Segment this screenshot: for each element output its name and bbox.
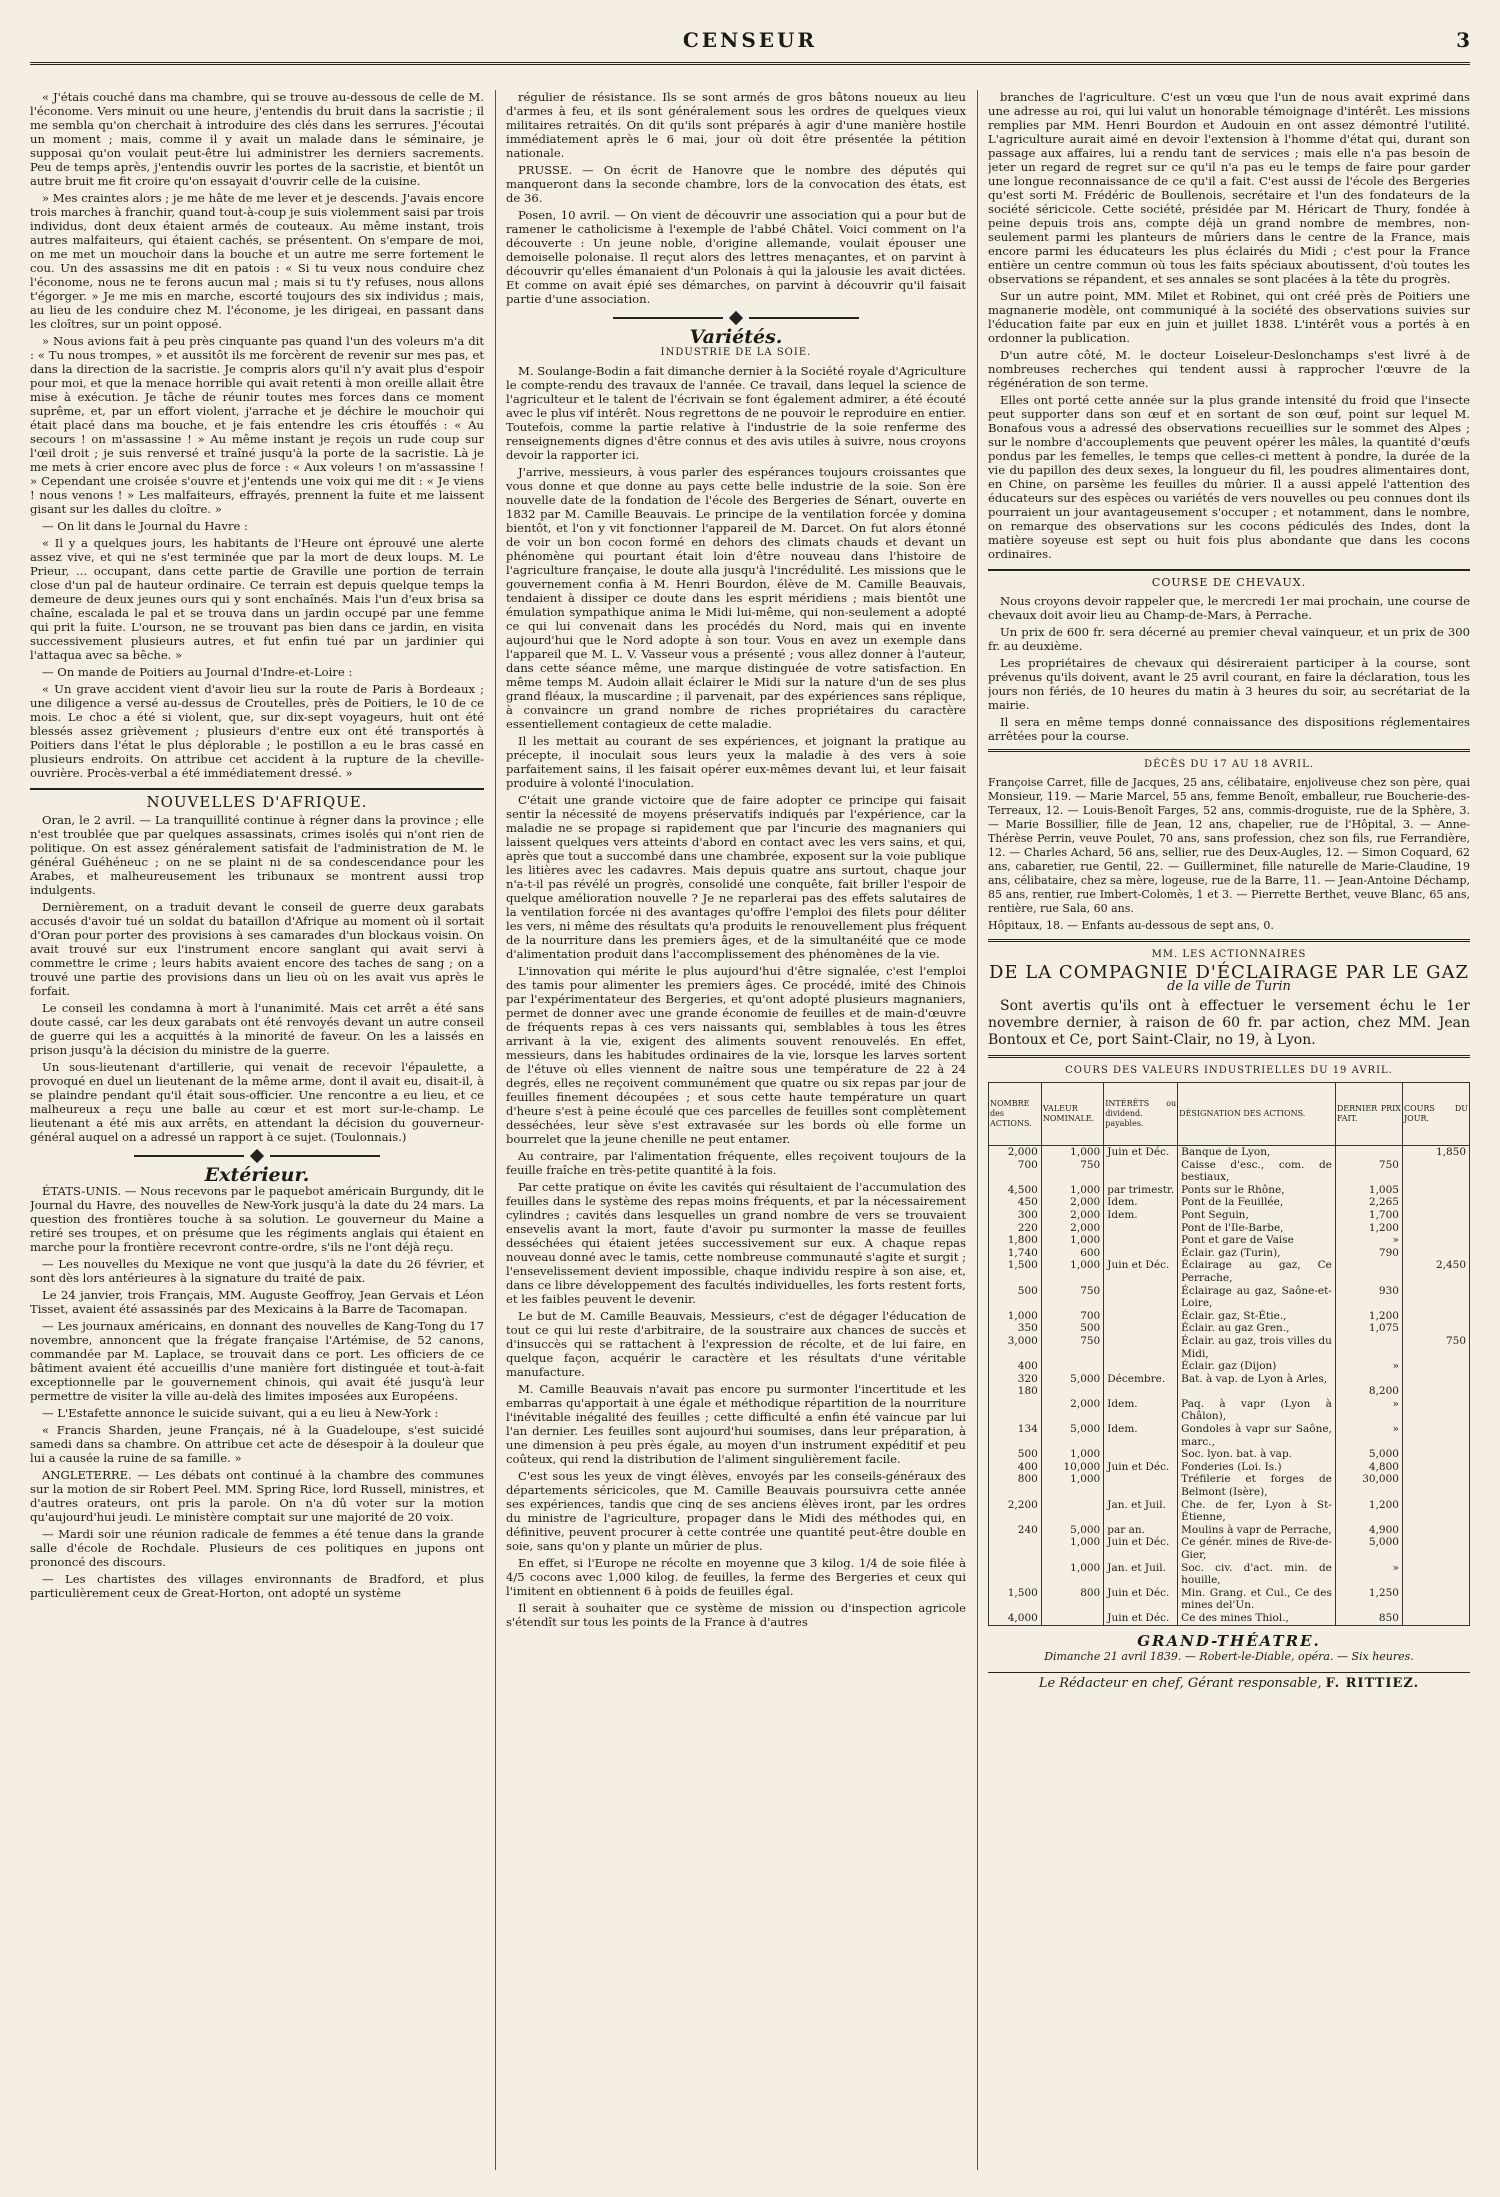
table-cell bbox=[1104, 1322, 1178, 1335]
newspaper-title: CENSEUR bbox=[682, 28, 818, 52]
table-cell: 4,900 bbox=[1335, 1524, 1402, 1537]
table-cell: 750 bbox=[1402, 1335, 1469, 1360]
article-paragraph: branches de l'agriculture. C'est un vœu que l'un de nous avait exprimé dans une adresse au roi, qui lui valut un honorable témoignage d'intérêt. Les missions remplies par MM. Henri Bourdon et Audouin en ont assez démontré l'utilité. L'agriculture aurait aimé en devoir l'extension à l'homme d'état qui, durant son passage aux affaires, lui a rendu tant de services ; mais elle n'a pas besoin de jeter un regard de regret sur ce qu'il n'a pas eu le temps de faire pour garder une longue reconnaissance de ce qu'il a fait. C'est aussi de l'école des Bergeries qu'est sorti M. Frédéric de Boullenois, secrétaire et l'un des fondateurs de la société séricicole. Cette société, présidée par M. Héricart de Thury, fondée à peine depuis trois ans, compte déjà un grand nombre de membres, non-seulement parmi les planteurs de mûriers dans le centre de la France, mais encore parmi les éducateurs les plus éclairés du Midi ; c'est pour la France entière un centre commun où tous les faits spéciaux aboutissent, d'où toutes les observations se répandent, et ses annales se sont placées à la tête du progrès. bbox=[988, 90, 1470, 286]
table-cell: Banque de Lyon, bbox=[1178, 1146, 1336, 1159]
table-cell: par trimestr. bbox=[1104, 1184, 1178, 1197]
article-paragraph: « Francis Sharden, jeune Français, né à la Guadeloupe, s'est suicidé samedi dans sa chambre. On attribue cet acte de désespoir à la douleur que lui a causée la ruine de sa famille. » bbox=[30, 1423, 484, 1465]
table-cell: Idem. bbox=[1104, 1423, 1178, 1448]
column-header: INTÉRÊTS ou dividend. payables. bbox=[1104, 1083, 1178, 1146]
table-row bbox=[989, 1423, 1470, 1448]
gaz-subtitle: de la ville de Turin bbox=[1167, 979, 1291, 994]
article-paragraph: Le 24 janvier, trois Français, MM. Auguste Geoffroy, Jean Gervais et Léon Tisset, avaient été assassinés par des Mexicains à la Barre de Tacomapan. bbox=[30, 1288, 484, 1316]
table-cell: Soc. lyon. bat. à vap. bbox=[1178, 1448, 1336, 1461]
table-cell: 8,200 bbox=[1335, 1385, 1402, 1398]
table-cell bbox=[1402, 1461, 1469, 1474]
table-cell: 1,200 bbox=[1335, 1499, 1402, 1524]
article-paragraph: Le conseil les condamna à mort à l'unanimité. Mais cet arrêt a été sans doute cassé, car les deux garabats ont été renvoyés devant un autre conseil de guerre qui les a acquittés à la minorité de faveur. On les a laissés en prison jusqu'à la décision du ministre de la guerre. bbox=[30, 1001, 484, 1057]
table-cell bbox=[1178, 1385, 1336, 1398]
table-cell: Ce génér. mines de Rive-de-Gier, bbox=[1178, 1536, 1336, 1561]
article-paragraph: M. Camille Beauvais n'avait pas encore pu surmonter l'incertitude et les embarras qu'apportait à une égale et méthodique répartition de la nourriture l'inévitable inégalité des feuilles ; cette difficulté a enfin été vaincue par lui l'an dernier. Les feuilles sont aujourd'hui soumises, dans leur préparation, à une dimension à peu près égale, au moyen d'un instrument expéditif et peu coûteux, qui rend la distribution de l'aliment singulièrement facile. bbox=[506, 1382, 966, 1466]
table-cell bbox=[1104, 1335, 1178, 1360]
article-paragraph: — Les journaux américains, en donnant des nouvelles de Kang-Tong du 17 novembre, annoncent que la frégate française l'Artémise, de 52 canons, commandée par M. Laplace, se trouvait dans ce port. Les officiers de ce bâtiment avaient été accueillis d'une manière fort distinguée et tout-à-fait exceptionnelle par le gouvernement chinois, qui avait été jusqu'à leur permettre de visiter la ville au-delà des limites imposées aux Européens. bbox=[30, 1319, 484, 1403]
table-cell: 134 bbox=[989, 1423, 1042, 1448]
article-paragraph: PRUSSE. — On écrit de Hanovre que le nombre des députés qui manqueront dans la seconde chambre, lors de la convocation des états, est de 36. bbox=[506, 163, 966, 205]
table-row bbox=[989, 1322, 1470, 1335]
table-cell: Éclairage au gaz, Saône-et-Loire, bbox=[1178, 1285, 1336, 1310]
article-paragraph: — Les chartistes des villages environnants de Bradford, et plus particulièrement ceux de Great-Horton, ont adopté un système bbox=[30, 1572, 484, 1600]
table-cell bbox=[1402, 1536, 1469, 1561]
table-cell: 700 bbox=[1041, 1310, 1103, 1323]
table-row bbox=[989, 1196, 1470, 1209]
table-cell bbox=[1402, 1184, 1469, 1197]
table-cell: 800 bbox=[1041, 1587, 1103, 1612]
article-paragraph: Par cette pratique on évite les cavités qui résultaient de l'accumulation des feuilles dans le système des repas moins fréquents, et par la nécessairement cylindres ; cavités dans lesquelles un grand nombre de vers se trouvaient ensevelis avant la mort, faute d'avoir pu surmonter la masse de feuilles desséchées qui étaient jetées successivement sur eux. A chaque repas nouveau donné avec le tamis, cette nombreuse communauté s'agite et surgit ; l'ensevelissement devient impossible, chaque individu respire à son aise, et, dans ce libre développement des facultés individuelles, les forts restent forts, et les faibles peuvent le devenir. bbox=[506, 1180, 966, 1306]
table-row bbox=[989, 1373, 1470, 1386]
table-cell: 300 bbox=[989, 1209, 1042, 1222]
article-paragraph: ANGLETERRE. — Les débats ont continué à la chambre des communes sur la motion de sir Robert Peel. MM. Spring Rice, lord Russell, ministres, et d'autres orateurs, ont pris la parole. On n'a dû voter sur la motion qu'aujourd'hui jeudi. Le ministère comptait sur une majorité de 20 voix. bbox=[30, 1468, 484, 1524]
table-cell bbox=[989, 1536, 1042, 1561]
table-cell bbox=[1402, 1499, 1469, 1524]
table-cell: Éclairage au gaz, Ce Perrache, bbox=[1178, 1259, 1336, 1284]
table-row bbox=[989, 1473, 1470, 1498]
column-header: VALEUR NOMINALE. bbox=[1041, 1083, 1103, 1146]
table-cell bbox=[1104, 1159, 1178, 1184]
article-paragraph: « J'étais couché dans ma chambre, qui se trouve au-dessous de celle de M. l'économe. Vers minuit ou une heure, j'entendis du bruit dans la sacristie ; il me sembla qu'on cherchait à introduire des clés dans les serrures. J'écoutai un moment ; mais, comme il y avait un malade dans le séminaire, je supposai qu'on voulait peut-être lui administrer les derniers sacrements. Peu de temps après, j'entendis ouvrir les portes de la sacristie, et bientôt un autre bruit me fit croire qu'on essayait d'ouvrir celle de la cuisine. bbox=[30, 90, 484, 188]
article-paragraph: C'était une grande victoire que de faire adopter ce principe qui faisait sentir la nécessité de moyens préservatifs indiqués par l'expérience, car la maladie ne se propage si rapidement que par l'incurie des magnaniers qui laissent quelques vers atteints d'abord en contact avec les vers sains, et qui, après que tout a succombé dans une chambrée, exposent sur la voie publique les litières avec les cadavres. Mais depuis quatre ans surtout, chaque jour n'a-t-il pas révélé un progrès, consolidé une conquête, fait briller l'espoir de quelque amélioration nouvelle ? Je ne reparlerai pas des effets salutaires de la ventilation forcée ni des avantages qu'offre l'emploi des filets pour déliter les vers, ni même des résultats qu'a produits le renouvellement plus fréquent de la nourriture dans les premiers âges, et de la simultanéité que ce mode d'alimentation produit dans l'accomplissement des phénomènes de la vie. bbox=[506, 793, 966, 961]
article-paragraph: — On lit dans le Journal du Havre : bbox=[42, 519, 248, 533]
table-cell bbox=[1335, 1373, 1402, 1386]
table-cell: 5,000 bbox=[1041, 1423, 1103, 1448]
table-cell bbox=[1041, 1360, 1103, 1373]
table-cell: 790 bbox=[1335, 1247, 1402, 1260]
article-paragraph: C'est sous les yeux de vingt élèves, envoyés par les conseils-généraux des départements séricicoles, que M. Camille Beauvais poursuivra cette année ses expériences, tandis que cinq de ses anciens élèves iront, par les ordres du ministre de l'agriculture, propager dans le Midi des méthodes qui, en définitive, peuvent procurer à cette contrée une quantité peut-être double en soie, sans qu'on y plante un mûrier de plus. bbox=[506, 1469, 966, 1553]
section-heading-deces: DÉCÈS DU 17 AU 18 AVRIL. bbox=[1144, 759, 1314, 770]
table-cell bbox=[1104, 1247, 1178, 1260]
table-cell bbox=[1104, 1222, 1178, 1235]
table-cell: Min. Grang. et Cul., Ce des mines del'Un. bbox=[1178, 1587, 1336, 1612]
table-row bbox=[989, 1310, 1470, 1323]
cours-table bbox=[988, 1082, 1470, 1626]
table-cell: 2,000 bbox=[1041, 1209, 1103, 1222]
table-cell: 1,500 bbox=[989, 1587, 1042, 1612]
table-cell: 1,005 bbox=[1335, 1184, 1402, 1197]
table-cell bbox=[1104, 1385, 1178, 1398]
section-heading-afrique: NOUVELLES D'AFRIQUE. bbox=[30, 788, 484, 809]
table-cell: Idem. bbox=[1104, 1209, 1178, 1222]
table-cell bbox=[989, 1398, 1042, 1423]
table-cell: Bat. à vap. de Lyon à Arles, bbox=[1178, 1373, 1336, 1386]
table-cell: Juin et Déc. bbox=[1104, 1259, 1178, 1284]
table-cell: Pont de l'Ile-Barbe, bbox=[1178, 1222, 1336, 1235]
article-paragraph: En effet, si l'Europe ne récolte en moyenne que 3 kilog. 1/4 de soie filée à 4/5 cocons avec 1,000 kilog. de feuilles, la ferme des Bergeries et ceux qui l'imitent en obtiennent 6 à poids de feuilles égal. bbox=[506, 1556, 966, 1598]
hopitaux-line: Hôpitaux, 18. — Enfants au-dessous de sept ans, 0. bbox=[988, 919, 1274, 932]
table-cell bbox=[1402, 1562, 1469, 1587]
table-cell: 1,000 bbox=[989, 1310, 1042, 1323]
article-paragraph: Les propriétaires de chevaux qui désireraient participer à la course, sont prévenus qu'ils doivent, avant le 25 avril courant, en faire la déclaration, tous les jours non fériés, de 10 heures du matin à 3 heures du soir, au secrétariat de la mairie. bbox=[988, 656, 1470, 712]
article-paragraph: Posen, 10 avril. — On vient de découvrir une association qui a pour but de ramener le catholicisme à l'exemple de l'abbé Châtel. Voici comment on l'a découverte : Un jeune noble, d'origine allemande, voulait épouser une demoiselle polonaise. Il reçut alors des lettres menaçantes, et on parvint à découvrir qu'elles émanaient d'un Polonais à qui la jalousie les avait dictées. Et comme on avait épié ses démarches, on parvint à découvrir qu'il faisait partie d'une association. bbox=[506, 208, 966, 306]
table-cell bbox=[1041, 1612, 1103, 1625]
table-cell: 180 bbox=[989, 1385, 1042, 1398]
section-heading-exterieur: Extérieur. bbox=[204, 1164, 310, 1186]
table-cell bbox=[1402, 1234, 1469, 1247]
theatre-heading: GRAND-THÉATRE. bbox=[1137, 1631, 1321, 1650]
ornament-divider bbox=[30, 1148, 484, 1160]
table-cell: 5,000 bbox=[1041, 1524, 1103, 1537]
table-cell: 30,000 bbox=[1335, 1473, 1402, 1498]
cours-table-header bbox=[989, 1083, 1470, 1146]
table-cell: 1,200 bbox=[1335, 1310, 1402, 1323]
table-cell bbox=[1402, 1159, 1469, 1184]
table-cell: 500 bbox=[989, 1448, 1042, 1461]
table-cell: 850 bbox=[1335, 1612, 1402, 1625]
gaz-kicker: MM. LES ACTIONNAIRES bbox=[1151, 949, 1307, 960]
article-paragraph: Il les mettait au courant de ses expériences, et joignant la pratique au précepte, il inoculait sous leurs yeux la maladie à des vers à soie parfaitement sains, il les faisait opérer eux-mêmes devant lui, et leur faisait produire à volonté l'inoculation. bbox=[506, 734, 966, 790]
table-cell: Juin et Déc. bbox=[1104, 1146, 1178, 1159]
table-cell: 1,000 bbox=[1041, 1184, 1103, 1197]
table-row bbox=[989, 1146, 1470, 1159]
table-cell: Pont et gare de Vaise bbox=[1178, 1234, 1336, 1247]
table-cell: 1,000 bbox=[1041, 1536, 1103, 1561]
table-row bbox=[989, 1398, 1470, 1423]
theatre-listing: Dimanche 21 avril 1839. — Robert-le-Diable, opéra. — Six heures. bbox=[1044, 1649, 1414, 1663]
column-2 bbox=[506, 90, 966, 2170]
gaz-notice: Sont avertis qu'ils ont à effectuer le versement échu le 1er novembre dernier, à raison de 60 fr. par action, chez MM. Jean Bontoux et Ce, port Saint-Clair, no 19, à Lyon. bbox=[988, 998, 1470, 1048]
table-row bbox=[989, 1587, 1470, 1612]
table-cell bbox=[1104, 1310, 1178, 1323]
column-header: COURS DU JOUR. bbox=[1402, 1083, 1469, 1146]
table-row bbox=[989, 1209, 1470, 1222]
table-row bbox=[989, 1499, 1470, 1524]
double-rule bbox=[988, 1055, 1470, 1058]
table-cell: 1,740 bbox=[989, 1247, 1042, 1260]
article-paragraph: Un sous-lieutenant d'artillerie, qui venait de recevoir l'épaulette, a provoqué en duel un lieutenant de la même arme, dont il avait eu, disait-il, à se plaindre pendant qu'il était sous-officier. Une rencontre a eu lieu, et ce malheureux a reçu une balle au cœur et est mort sur-le-champ. Le lieutenant a été mis aux arrêts, en attendant la décision du gouverneur-général auquel on a adressé un rapport à ce sujet. (Toulonnais.) bbox=[30, 1060, 484, 1144]
table-cell: 500 bbox=[1041, 1322, 1103, 1335]
table-cell: 1,000 bbox=[1041, 1259, 1103, 1284]
table-cell: 1,800 bbox=[989, 1234, 1042, 1247]
table-row bbox=[989, 1360, 1470, 1373]
table-cell: 750 bbox=[1041, 1159, 1103, 1184]
column-header: DÉSIGNATION DES ACTIONS. bbox=[1178, 1083, 1336, 1146]
table-cell: 2,000 bbox=[1041, 1196, 1103, 1209]
article-paragraph: » Nous avions fait à peu près cinquante pas quand l'un des voleurs m'a dit : « Tu nous trompes, » et aussitôt ils me forcèrent de revenir sur mes pas, et dans la direction de la sacristie. Je compris alors qu'il n'y avait plus d'espoir pour moi, et que la menace horrible qui avait retenti à mon oreille allait être mise à exécution. Je tâche de réunir toutes mes forces dans ce moment suprême, et, par un effort violent, j'arrache et je déchire le mouchoir qui était placé dans ma bouche, et je fais entendre les cris étouffés : « Au secours ! on m'assassine ! » Au même instant je reçois un rude coup sur l'œil droit ; je suis renversé et traîné jusqu'à la porte de la sacristie. Là je me mets à crier encore avec plus de force : « Aux voleurs ! on m'assassine ! » Cependant une croisée s'ouvre et j'entends une voix qui me dit : « Je viens ! nous venons ! » Les malfaiteurs, effrayés, prennent la fuite et me laissent gisant sur les dalles du cloître. » bbox=[30, 334, 484, 516]
table-cell: 800 bbox=[989, 1473, 1042, 1498]
table-cell: 4,500 bbox=[989, 1184, 1042, 1197]
table-cell: 2,000 bbox=[1041, 1398, 1103, 1423]
article-paragraph: — L'Estafette annonce le suicide suivant, qui a eu lieu à New-York : bbox=[42, 1406, 439, 1420]
table-cell: 220 bbox=[989, 1222, 1042, 1235]
table-cell: » bbox=[1335, 1562, 1402, 1587]
table-cell: » bbox=[1335, 1234, 1402, 1247]
table-cell: Ponts sur le Rhône, bbox=[1178, 1184, 1336, 1197]
article-paragraph: Dernièrement, on a traduit devant le conseil de guerre deux garabats accusés d'avoir tué un soldat du bataillon d'Afrique au moment où il sortait d'Oran pour porter des provisions à ses camarades d'un blockaus voisin. On avait trouvé sur eux l'instrument encore sanglant qui avait servi à commettre le crime ; leurs habits avaient encore des taches de sang ; on a trouvé une partie des provisions dans un lieu où on les avait vus après le forfait. bbox=[30, 900, 484, 998]
table-cell: 930 bbox=[1335, 1285, 1402, 1310]
table-cell: Gondoles à vapr sur Saône, marc., bbox=[1178, 1423, 1336, 1448]
table-row bbox=[989, 1448, 1470, 1461]
table-row bbox=[989, 1234, 1470, 1247]
table-row bbox=[989, 1159, 1470, 1184]
table-cell: 400 bbox=[989, 1461, 1042, 1474]
article-paragraph: ÉTATS-UNIS. — Nous recevons par le paquebot américain Burgundy, dit le Journal du Havre, des nouvelles de New-York jusqu'à la date du 24 mars. La question des frontières touche à sa solution. Le gouverneur du Maine a retiré ses troupes, et on présume que les régiments anglais qui étaient en marche pour la frontière recevront contre-ordre, s'ils ne l'ont déjà reçu. bbox=[30, 1184, 484, 1254]
table-cell: Fonderies (Loi. Is.) bbox=[1178, 1461, 1336, 1474]
table-cell: Éclair. au gaz, trois villes du Midi, bbox=[1178, 1335, 1336, 1360]
article-paragraph: — Les nouvelles du Mexique ne vont que jusqu'à la date du 26 février, et sont dès lors antérieures à la signature du traité de paix. bbox=[30, 1257, 484, 1285]
table-cell: 750 bbox=[1335, 1159, 1402, 1184]
table-cell: Éclair. gaz, St-Étie., bbox=[1178, 1310, 1336, 1323]
signature-name: F. RITTIEZ. bbox=[1325, 1675, 1420, 1691]
table-row bbox=[989, 1612, 1470, 1625]
article-paragraph: régulier de résistance. Ils se sont armés de gros bâtons noueux au lieu d'armes à feu, et ils sont généralement sous les ordres de quelques vieux militaires retraités. On dit qu'ils sont préparés à agir d'une manière hostile immédiatement après le 6 mai, jour où doit être présentée la pétition nationale. bbox=[506, 90, 966, 160]
article-paragraph: Il serait à souhaiter que ce système de mission ou d'inspection agricole s'étendît sur tous les points de la France à d'autres bbox=[506, 1601, 966, 1629]
table-cell: Juin et Déc. bbox=[1104, 1461, 1178, 1474]
table-cell: Pont Seguin, bbox=[1178, 1209, 1336, 1222]
table-row bbox=[989, 1461, 1470, 1474]
table-cell: 500 bbox=[989, 1285, 1042, 1310]
table-cell: Tréfilerie et forges de Belmont (Isère), bbox=[1178, 1473, 1336, 1498]
table-cell: 350 bbox=[989, 1322, 1042, 1335]
table-cell: 4,800 bbox=[1335, 1461, 1402, 1474]
table-cell bbox=[1402, 1448, 1469, 1461]
table-cell: 700 bbox=[989, 1159, 1042, 1184]
double-rule bbox=[988, 939, 1470, 942]
table-cell bbox=[1104, 1473, 1178, 1498]
section-heading-course: COURSE DE CHEVAUX. bbox=[988, 569, 1470, 590]
table-cell bbox=[1104, 1360, 1178, 1373]
article-paragraph: Elles ont porté cette année sur la plus grande intensité du froid que l'insecte peut supporter dans son œuf et en sortant de son œuf, point sur lequel M. Bonafous vous a adressé des observations recueillies sur le sommet des Alpes ; sur le nombre d'accouplements que peuvent opérer les mâles, la quantité d'œufs pondus par les femelles, le temps que celles-ci mettent à pondre, la durée de la vie du papillon des deux sexes, la longueur du fil, les poudres alimentaires dont, en Chine, on parsème les feuilles du mûrier. Il a aussi appelé l'attention des éducateurs sur des espèces ou variétés de vers nouvelles ou peu connues dont ils pourraient un jour avantageusement s'occuper ; et notamment, dans le nombre, on remarque des observations sur les cocons pédiculés des Indes, dont la matière soyeuse est sept ou huit fois plus abondante que dans les cocons ordinaires. bbox=[988, 393, 1470, 561]
table-cell: 10,000 bbox=[1041, 1461, 1103, 1474]
table-cell bbox=[1402, 1310, 1469, 1323]
article-paragraph: L'innovation qui mérite le plus aujourd'hui d'être signalée, c'est l'emploi des tamis pour alimenter les premiers âges. Ce procédé, imité des Chinois par l'expérimentateur des Bergeries, et qu'ont adopté plusieurs magnaniers, permet de donner avec une grande économie de feuilles et de main-d'œuvre de fréquents repas à ces vers naissants qui, semblables à tous les êtres arrivant à la vie, exigent des aliments souvent renouvelés. En effet, messieurs, dans les habitudes ordinaires de la vie, lorsque les larves sortent de l'étuve où elles viennent de naître sous une température de 22 à 24 degrés, elles ne reçoivent communément que quatre ou six repas par jour de feuilles finement découpées ; et sous cette haute température un quart d'heure s'est à peine écoulé que ces parcelles de feuilles sont complètement desséchées, leur sève s'est extravasée sur les bords où elle forme un bourrelet que la jeune chenille ne peut entamer. bbox=[506, 964, 966, 1146]
table-cell: Caisse d'esc., com. de bestiaux, bbox=[1178, 1159, 1336, 1184]
cours-title: COURS DES VALEURS INDUSTRIELLES DU 19 AVRIL. bbox=[1065, 1065, 1393, 1076]
table-cell: Éclair. au gaz Gren., bbox=[1178, 1322, 1336, 1335]
table-cell: 1,000 bbox=[1041, 1473, 1103, 1498]
table-cell: 1,850 bbox=[1402, 1146, 1469, 1159]
table-cell bbox=[1335, 1146, 1402, 1159]
article-paragraph: Nous croyons devoir rappeler que, le mercredi 1er mai prochain, une course de chevaux doit avoir lieu au Champ-de-Mars, à Perrache. bbox=[988, 594, 1470, 622]
article-paragraph: D'un autre côté, M. le docteur Loiseleur-Deslonchamps s'est livré à de nombreuses recherches qui tendent aussi à rapprocher l'œuvre de la régénération de son terme. bbox=[988, 348, 1470, 390]
deces-block bbox=[988, 776, 1470, 933]
table-cell: 1,500 bbox=[989, 1259, 1042, 1284]
table-cell: 1,000 bbox=[1041, 1234, 1103, 1247]
table-cell: 2,450 bbox=[1402, 1259, 1469, 1284]
masthead bbox=[30, 28, 1470, 65]
table-cell: 2,000 bbox=[989, 1146, 1042, 1159]
table-row bbox=[989, 1247, 1470, 1260]
table-cell: Soc. civ. d'act. min. de houille, bbox=[1178, 1562, 1336, 1587]
table-cell: Che. de fer, Lyon à St-Étienne, bbox=[1178, 1499, 1336, 1524]
table-row bbox=[989, 1385, 1470, 1398]
table-row bbox=[989, 1259, 1470, 1284]
table-cell bbox=[1402, 1385, 1469, 1398]
table-cell: 750 bbox=[1041, 1285, 1103, 1310]
table-cell: » bbox=[1335, 1423, 1402, 1448]
table-cell: 400 bbox=[989, 1360, 1042, 1373]
table-cell bbox=[1402, 1524, 1469, 1537]
article-paragraph: « Un grave accident vient d'avoir lieu sur la route de Paris à Bordeaux ; une diligence a versé au-dessus de Croutelles, près de Poitiers, le 10 de ce mois. Le choc a été si violent, que, sur dix-sept voyageurs, huit ont été blessés assez grièvement ; plusieurs d'entre eux ont été transportés à Poitiers dans l'état le plus déplorable ; le postillon a eu le bras cassé en plusieurs endroits. On attribue cet accident à la rupture de la cheville-ouvrière. Procès-verbal a été immédiatement dressé. » bbox=[30, 682, 484, 780]
table-cell bbox=[1402, 1209, 1469, 1222]
table-cell bbox=[1104, 1234, 1178, 1247]
subheading-soie: INDUSTRIE DE LA SOIE. bbox=[660, 347, 812, 358]
signature bbox=[988, 1672, 1470, 1691]
table-cell: 240 bbox=[989, 1524, 1042, 1537]
column-rule bbox=[977, 90, 978, 2170]
table-cell: 1,000 bbox=[1041, 1562, 1103, 1587]
column-3 bbox=[988, 90, 1470, 2170]
table-cell: Éclair. gaz (Dijon) bbox=[1178, 1360, 1336, 1373]
column-header: NOMBRE des ACTIONS. bbox=[989, 1083, 1042, 1146]
table-cell: 320 bbox=[989, 1373, 1042, 1386]
table-cell: Moulins à vapr de Perrache, bbox=[1178, 1524, 1336, 1537]
article-paragraph: Sur un autre point, MM. Milet et Robinet, qui ont créé près de Poitiers une magnanerie modèle, ont communiqué à la société des observations suivies sur l'éducation faite par eux en juin et juillet 1838. L'intérêt vous a portés à en ordonner la publication. bbox=[988, 289, 1470, 345]
table-cell bbox=[1402, 1423, 1469, 1448]
article-paragraph: Au contraire, par l'alimentation fréquente, elles reçoivent toujours de la feuille fraîche en très-petite quantité à la fois. bbox=[506, 1149, 966, 1177]
table-row bbox=[989, 1562, 1470, 1587]
table-cell: 2,265 bbox=[1335, 1196, 1402, 1209]
table-cell bbox=[1402, 1247, 1469, 1260]
page-number: 3 bbox=[1456, 28, 1470, 52]
column-1 bbox=[30, 90, 484, 2170]
table-cell: Idem. bbox=[1104, 1398, 1178, 1423]
section-heading-varietes: Variétés. bbox=[689, 326, 783, 348]
table-cell: 2,000 bbox=[1041, 1222, 1103, 1235]
table-cell: 450 bbox=[989, 1196, 1042, 1209]
table-cell bbox=[1335, 1259, 1402, 1284]
column-rule bbox=[495, 90, 496, 2170]
table-cell bbox=[1402, 1587, 1469, 1612]
table-cell bbox=[1402, 1612, 1469, 1625]
table-row bbox=[989, 1335, 1470, 1360]
table-cell: » bbox=[1335, 1360, 1402, 1373]
table-cell: 1,000 bbox=[1041, 1146, 1103, 1159]
table-cell bbox=[1335, 1335, 1402, 1360]
table-row bbox=[989, 1524, 1470, 1537]
signature-label: Le Rédacteur en chef, Gérant responsable, bbox=[1038, 1675, 1322, 1691]
table-cell bbox=[989, 1562, 1042, 1587]
table-cell: 1,075 bbox=[1335, 1322, 1402, 1335]
table-cell: 3,000 bbox=[989, 1335, 1042, 1360]
table-cell bbox=[1104, 1448, 1178, 1461]
table-cell: 4,000 bbox=[989, 1612, 1042, 1625]
table-cell: 5,000 bbox=[1335, 1448, 1402, 1461]
table-cell bbox=[1104, 1285, 1178, 1310]
table-cell: 1,250 bbox=[1335, 1587, 1402, 1612]
table-cell bbox=[1402, 1398, 1469, 1423]
table-cell: 600 bbox=[1041, 1247, 1103, 1260]
table-cell: 1,000 bbox=[1041, 1448, 1103, 1461]
table-cell: Idem. bbox=[1104, 1196, 1178, 1209]
article-paragraph: Il sera en même temps donné connaissance des dispositions réglementaires arrêtées pour la course. bbox=[988, 715, 1470, 743]
article-paragraph: « Il y a quelques jours, les habitants de l'Heure ont éprouvé une alerte assez vive, et qui ne s'est terminée que par la mort de deux loups. M. Le Prieur, ... occupant, dans cette partie de Graville une portion de terrain close d'un pal de hauteur ordinaire. Ce terrain est depuis quelque temps la demeure de deux jeunes ours qui y sont enchaînés. Mais l'un d'eux brisa sa chaîne, escalada le pal et se trouva dans un jardin occupé par une femme qui prit la fuite. L'ourson, ne se trouvant pas bien dans ce jardin, en visita successivement plusieurs autres, et fut enfin tué par un jardinier qui l'attaqua avec sa bêche. » bbox=[30, 536, 484, 662]
table-cell bbox=[1402, 1373, 1469, 1386]
table-cell: Jan. et Juil. bbox=[1104, 1562, 1178, 1587]
article-paragraph: Oran, le 2 avril. — La tranquillité continue à régner dans la province ; elle n'est troublée que par quelques assassinats, crimes isolés qui n'ont rien de politique. On est assez généralement satisfait de l'administration de M. le général Guéhéneuc ; on ne se plaint ni de sa condescendance pour les Arabes, et malheureusement les tribunaux se montrent aussi trop indulgents. bbox=[30, 813, 484, 897]
table-cell: Juin et Déc. bbox=[1104, 1536, 1178, 1561]
table-cell: par an. bbox=[1104, 1524, 1178, 1537]
table-cell: 5,000 bbox=[1041, 1373, 1103, 1386]
table-row bbox=[989, 1285, 1470, 1310]
article-paragraph: M. Soulange-Bodin a fait dimanche dernier à la Société royale d'Agriculture le compte-rendu des travaux de l'année. Ce travail, dans lequel la science de l'agriculteur et le talent de l'écrivain se font également admirer, a été écouté avec le plus vif intérêt. Nous regrettons de ne pouvoir le reproduire en entier. Toutefois, comme la partie relative à l'industrie de la soie renferme des renseignements dignes d'être connus et des avis utiles à suivre, nous croyons devoir la rapporter ici. bbox=[506, 364, 966, 462]
table-cell: Juin et Déc. bbox=[1104, 1612, 1178, 1625]
table-cell bbox=[1402, 1322, 1469, 1335]
article-paragraph: — On mande de Poitiers au Journal d'Indre-et-Loire : bbox=[42, 665, 353, 679]
article-paragraph: » Mes craintes alors ; je me hâte de me lever et je descends. J'avais encore trois marches à franchir, quand tout-à-coup je suis violemment saisi par trois individus, dont deux étaient armés de couteaux. Au même instant, trois autres malfaiteurs, qui étaient cachés, se présentent. On s'empare de moi, on me met un mouchoir dans la bouche et un autre me serre fortement le cou. Un des assassins me dit en patois : « Si tu veux nous conduire chez l'économe, nous ne te ferons aucun mal ; mais si tu t'y refuses, nous allons t'égorger. » Je me mis en marche, escorté toujours des six individus ; mais, au lieu de les conduire chez M. l'économe, je les dirigeai, en passant dans les cloîtres, sur un point opposé. bbox=[30, 191, 484, 331]
column-header: DERNIER PRIX FAIT. bbox=[1335, 1083, 1402, 1146]
table-cell: Juin et Déc. bbox=[1104, 1587, 1178, 1612]
table-cell: Paq. à vapr (Lyon à Châlon), bbox=[1178, 1398, 1336, 1423]
table-cell bbox=[1402, 1222, 1469, 1235]
table-cell: Décembre. bbox=[1104, 1373, 1178, 1386]
table-row bbox=[989, 1222, 1470, 1235]
table-cell: » bbox=[1335, 1398, 1402, 1423]
table-cell bbox=[1402, 1196, 1469, 1209]
article-paragraph: — Mardi soir une réunion radicale de femmes a été tenue dans la grande salle d'école de Rochdale. Plusieurs de ces politiques en jupons ont prononcé des discours. bbox=[30, 1527, 484, 1569]
table-cell: Ce des mines Thiol., bbox=[1178, 1612, 1336, 1625]
table-cell bbox=[1402, 1360, 1469, 1373]
article-paragraph: J'arrive, messieurs, à vous parler des espérances toujours croissantes que vous donne et que donne au pays cette belle industrie de la soie. Son ère nouvelle date de la fondation de l'école des Bergeries de Sénart, ouverte en 1832 par M. Camille Beauvais. Le principe de la ventilation forcée y domina bientôt, et l'on y vit fonctionner l'appareil de M. Darcet. On fut alors étonné de voir un bon cocon formé en dehors des climats chauds et devant un phénomène qui pourtant était loin d'être nouveau dans l'histoire de l'agriculture française, le doute alla jusqu'à l'incrédulité. Les missions que le gouvernement confia à M. Henri Bourdon, élève de M. Camille Beauvais, tendaient à dissiper ce doute dans les esprit méridiens ; mais bientôt une émulation sympathique anima le Midi lui-même, qui non-seulement a adopté ce qui lui convenait dans les procédés du Nord, mais qui en invente aujourd'hui que le Nord adopte à son tour. Vous en avez un exemple dans l'appareil que M. L. V. Vasseur vous a présenté ; vous allez donner à l'auteur, dans cette séance même, une marque distinguée de votre satisfaction. En même temps M. Audoin allait éclairer le Midi sur la nature d'un de ses plus grand fléaux, la muscardine ; il parvenait, par des expériences sans réplique, à convaincre un grand nombre de riches propriétaires du caractère essentiellement contagieux de cette maladie. bbox=[506, 465, 966, 731]
table-cell: Jan. et Juil. bbox=[1104, 1499, 1178, 1524]
article-paragraph: Un prix de 600 fr. sera décerné au premier cheval vainqueur, et un prix de 300 fr. au deuxième. bbox=[988, 625, 1470, 653]
ornament-divider bbox=[506, 310, 966, 322]
table-cell: 750 bbox=[1041, 1335, 1103, 1360]
double-rule bbox=[988, 749, 1470, 752]
article-paragraph: Le but de M. Camille Beauvais, Messieurs, c'est de dégager l'éducation de tout ce qui lui reste d'arbitraire, de la soustraire aux chances de succès et d'insuccès qui se rattachent à l'expression de récolte, et de lui faire, en quelque façon, acquérir le caractère et les résultats d'une véritable manufacture. bbox=[506, 1309, 966, 1379]
table-cell: Éclair. gaz (Turin), bbox=[1178, 1247, 1336, 1260]
table-row bbox=[989, 1536, 1470, 1561]
table-cell bbox=[1402, 1285, 1469, 1310]
table-cell bbox=[1041, 1385, 1103, 1398]
table-cell: 1,700 bbox=[1335, 1209, 1402, 1222]
table-cell: Pont de la Feuillée, bbox=[1178, 1196, 1336, 1209]
table-cell: 1,200 bbox=[1335, 1222, 1402, 1235]
table-cell: 5,000 bbox=[1335, 1536, 1402, 1561]
gaz-title: DE LA COMPAGNIE D'ÉCLAIRAGE PAR LE GAZ bbox=[988, 962, 1470, 983]
deces-list: Françoise Carret, fille de Jacques, 25 ans, célibataire, enjoliveuse chez son père, quai Monsieur, 119. — Marie Marcel, 55 ans, femme Benoît, emballeur, rue Boucherie-des-Terreaux, 12. — Louis-Benoît Farges, 52 ans, commis-droguiste, rue de la Sphère, 3. — Marie Bossillier, fille de Jean, 12 ans, chapelier, rue de l'Hôpital, 3. — Anne-Thérèse Perrin, veuve Poulet, 70 ans, sans profession, chez son fils, rue Ferrandière, 12. — Charles Achard, 56 ans, sellier, rue des Deux-Augles, 12. — Simon Coquard, 62 ans, cabaretier, rue Gentil, 22. — Guillerminet, fille naturelle de Marie-Claudine, 19 ans, célibataire, chez sa mère, logeuse, rue de la Barre, 11. — Jean-Antoine Déchamp, 85 ans, rentier, rue Imbert-Colomès, 1 et 3. — Pierrette Berthet, veuve Blanc, 65 ans, rentière, rue Sala, 60 ans. bbox=[988, 776, 1470, 915]
table-cell: 2,200 bbox=[989, 1499, 1042, 1524]
table-row bbox=[989, 1184, 1470, 1197]
table-cell bbox=[1041, 1499, 1103, 1524]
table-cell bbox=[1402, 1473, 1469, 1498]
